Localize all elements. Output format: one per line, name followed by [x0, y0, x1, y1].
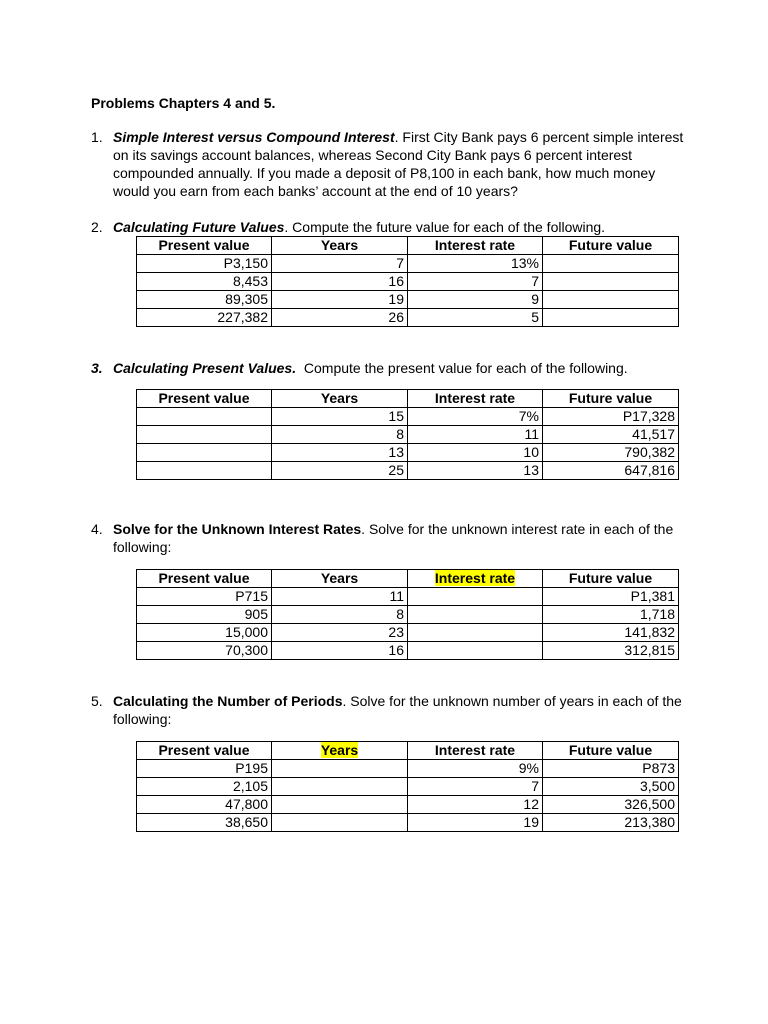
table-cell: [272, 814, 408, 832]
table-row: [137, 408, 679, 426]
table-row: [137, 291, 679, 309]
problem-text: . Solve for the unknown number of years in each of the following:: [113, 693, 682, 727]
table-cell: 10: [408, 444, 543, 462]
problem-number: 5.: [91, 693, 103, 709]
column-header: Interest rate: [408, 390, 543, 408]
table-cell: 23: [272, 624, 408, 642]
table-row: [137, 624, 679, 642]
column-header: Present value: [137, 742, 272, 760]
table-cell: 7: [272, 255, 408, 273]
table-cell: 8,453: [137, 273, 272, 291]
table-cell: P1,381: [543, 588, 679, 606]
problem-number: 3.: [91, 360, 103, 376]
table-row: [137, 255, 679, 273]
table-cell: 15,000: [137, 624, 272, 642]
table-cell: [543, 255, 679, 273]
problem-number: 2.: [91, 219, 103, 235]
table-row: [137, 642, 679, 660]
table-cell: 26: [272, 309, 408, 327]
highlighted-header-label: Interest rate: [434, 570, 516, 586]
table-cell: 141,832: [543, 624, 679, 642]
table-cell: [137, 408, 272, 426]
table-cell: P3,150: [137, 255, 272, 273]
column-header: Future value: [543, 390, 679, 408]
column-header: Interest rate: [408, 742, 543, 760]
problem-number: 4.: [91, 521, 103, 537]
column-header-highlighted: [408, 570, 543, 588]
document-title: Problems Chapters 4 and 5.: [91, 95, 276, 111]
table-cell: 905: [137, 606, 272, 624]
table-cell: [272, 796, 408, 814]
table-cell: 16: [272, 642, 408, 660]
table-cell: 38,650: [137, 814, 272, 832]
number-of-periods-table: [136, 741, 679, 832]
column-header: Years: [272, 390, 408, 408]
problem-3: [91, 359, 691, 377]
column-header: Future value: [543, 570, 679, 588]
table-cell: [408, 606, 543, 624]
table-cell: 8: [272, 426, 408, 444]
column-header: Present value: [137, 390, 272, 408]
problem-1: [91, 128, 691, 200]
column-header: Years: [272, 570, 408, 588]
table-row: [137, 760, 679, 778]
table-cell: 790,382: [543, 444, 679, 462]
problem-heading: Calculating the Number of Periods: [113, 693, 343, 709]
unknown-rates-table: [136, 569, 679, 660]
table-cell: 7: [408, 778, 543, 796]
table-cell: 15: [272, 408, 408, 426]
table-row: [137, 814, 679, 832]
table-row: [137, 426, 679, 444]
table-cell: [408, 642, 543, 660]
table-row: [137, 796, 679, 814]
table-row: [137, 444, 679, 462]
table-cell: 7: [408, 273, 543, 291]
problem-heading: Simple Interest versus Compound Interest: [113, 129, 395, 145]
column-header: Present value: [137, 570, 272, 588]
table-cell: P715: [137, 588, 272, 606]
table-cell: 5: [408, 309, 543, 327]
table-cell: 227,382: [137, 309, 272, 327]
problem-text: . First City Bank pays 6 percent simple interest on its savings account balances, whereas Second City Bank pays 6 percent interest compounded annually. If you made a deposit of P8,100 in each bank, how much money would you earn from each banks’ account at the end of 10 years?: [113, 129, 684, 199]
table-cell: 11: [272, 588, 408, 606]
table-row: [137, 273, 679, 291]
table-cell: 1,718: [543, 606, 679, 624]
present-values-table: [136, 389, 679, 480]
table-cell: [137, 426, 272, 444]
table-cell: 12: [408, 796, 543, 814]
table-cell: 70,300: [137, 642, 272, 660]
problem-5: [91, 692, 691, 728]
table-cell: 8: [272, 606, 408, 624]
problem-4: [91, 520, 691, 556]
problem-heading: Solve for the Unknown Interest Rates: [113, 521, 362, 537]
table-cell: 312,815: [543, 642, 679, 660]
problem-number: 1.: [91, 129, 103, 145]
table-cell: 2,105: [137, 778, 272, 796]
table-cell: 47,800: [137, 796, 272, 814]
table-cell: P873: [543, 760, 679, 778]
problem-heading: Calculating Future Values: [113, 219, 285, 235]
highlighted-header-label: Years: [320, 742, 359, 758]
table-cell: [137, 444, 272, 462]
column-header-highlighted: [272, 742, 408, 760]
column-header: Years: [272, 237, 408, 255]
table-cell: 7%: [408, 408, 543, 426]
table-cell: [543, 291, 679, 309]
problem-text: . Compute the future value for each of the following.: [284, 219, 606, 235]
table-cell: 3,500: [543, 778, 679, 796]
future-values-table: [136, 236, 679, 327]
table-cell: 25: [272, 462, 408, 480]
table-cell: 13: [408, 462, 543, 480]
table-cell: P195: [137, 760, 272, 778]
table-cell: [272, 778, 408, 796]
table-cell: 9%: [408, 760, 543, 778]
table-cell: [543, 273, 679, 291]
table-row: [137, 462, 679, 480]
table-row: [137, 778, 679, 796]
table-cell: [272, 760, 408, 778]
table-cell: P17,328: [543, 408, 679, 426]
table-cell: 9: [408, 291, 543, 309]
table-cell: 647,816: [543, 462, 679, 480]
problem-2: [91, 218, 691, 236]
table-row: [137, 606, 679, 624]
table-cell: 19: [408, 814, 543, 832]
column-header: Future value: [543, 742, 679, 760]
table-cell: 13: [272, 444, 408, 462]
table-cell: 11: [408, 426, 543, 444]
table-cell: [137, 462, 272, 480]
table-cell: 326,500: [543, 796, 679, 814]
problem-text: . Solve for the unknown interest rate in each of the following:: [113, 521, 674, 555]
table-cell: [408, 624, 543, 642]
table-row: [137, 309, 679, 327]
table-cell: 13%: [408, 255, 543, 273]
column-header: Future value: [543, 237, 679, 255]
problem-heading: Calculating Present Values.: [113, 360, 297, 376]
column-header: Present value: [137, 237, 272, 255]
table-cell: 16: [272, 273, 408, 291]
table-cell: 213,380: [543, 814, 679, 832]
table-cell: 41,517: [543, 426, 679, 444]
table-row: [137, 588, 679, 606]
table-cell: 89,305: [137, 291, 272, 309]
table-cell: [543, 309, 679, 327]
table-cell: [408, 588, 543, 606]
column-header: Interest rate: [408, 237, 543, 255]
table-cell: 19: [272, 291, 408, 309]
problem-text: Compute the present value for each of the following.: [296, 360, 628, 376]
